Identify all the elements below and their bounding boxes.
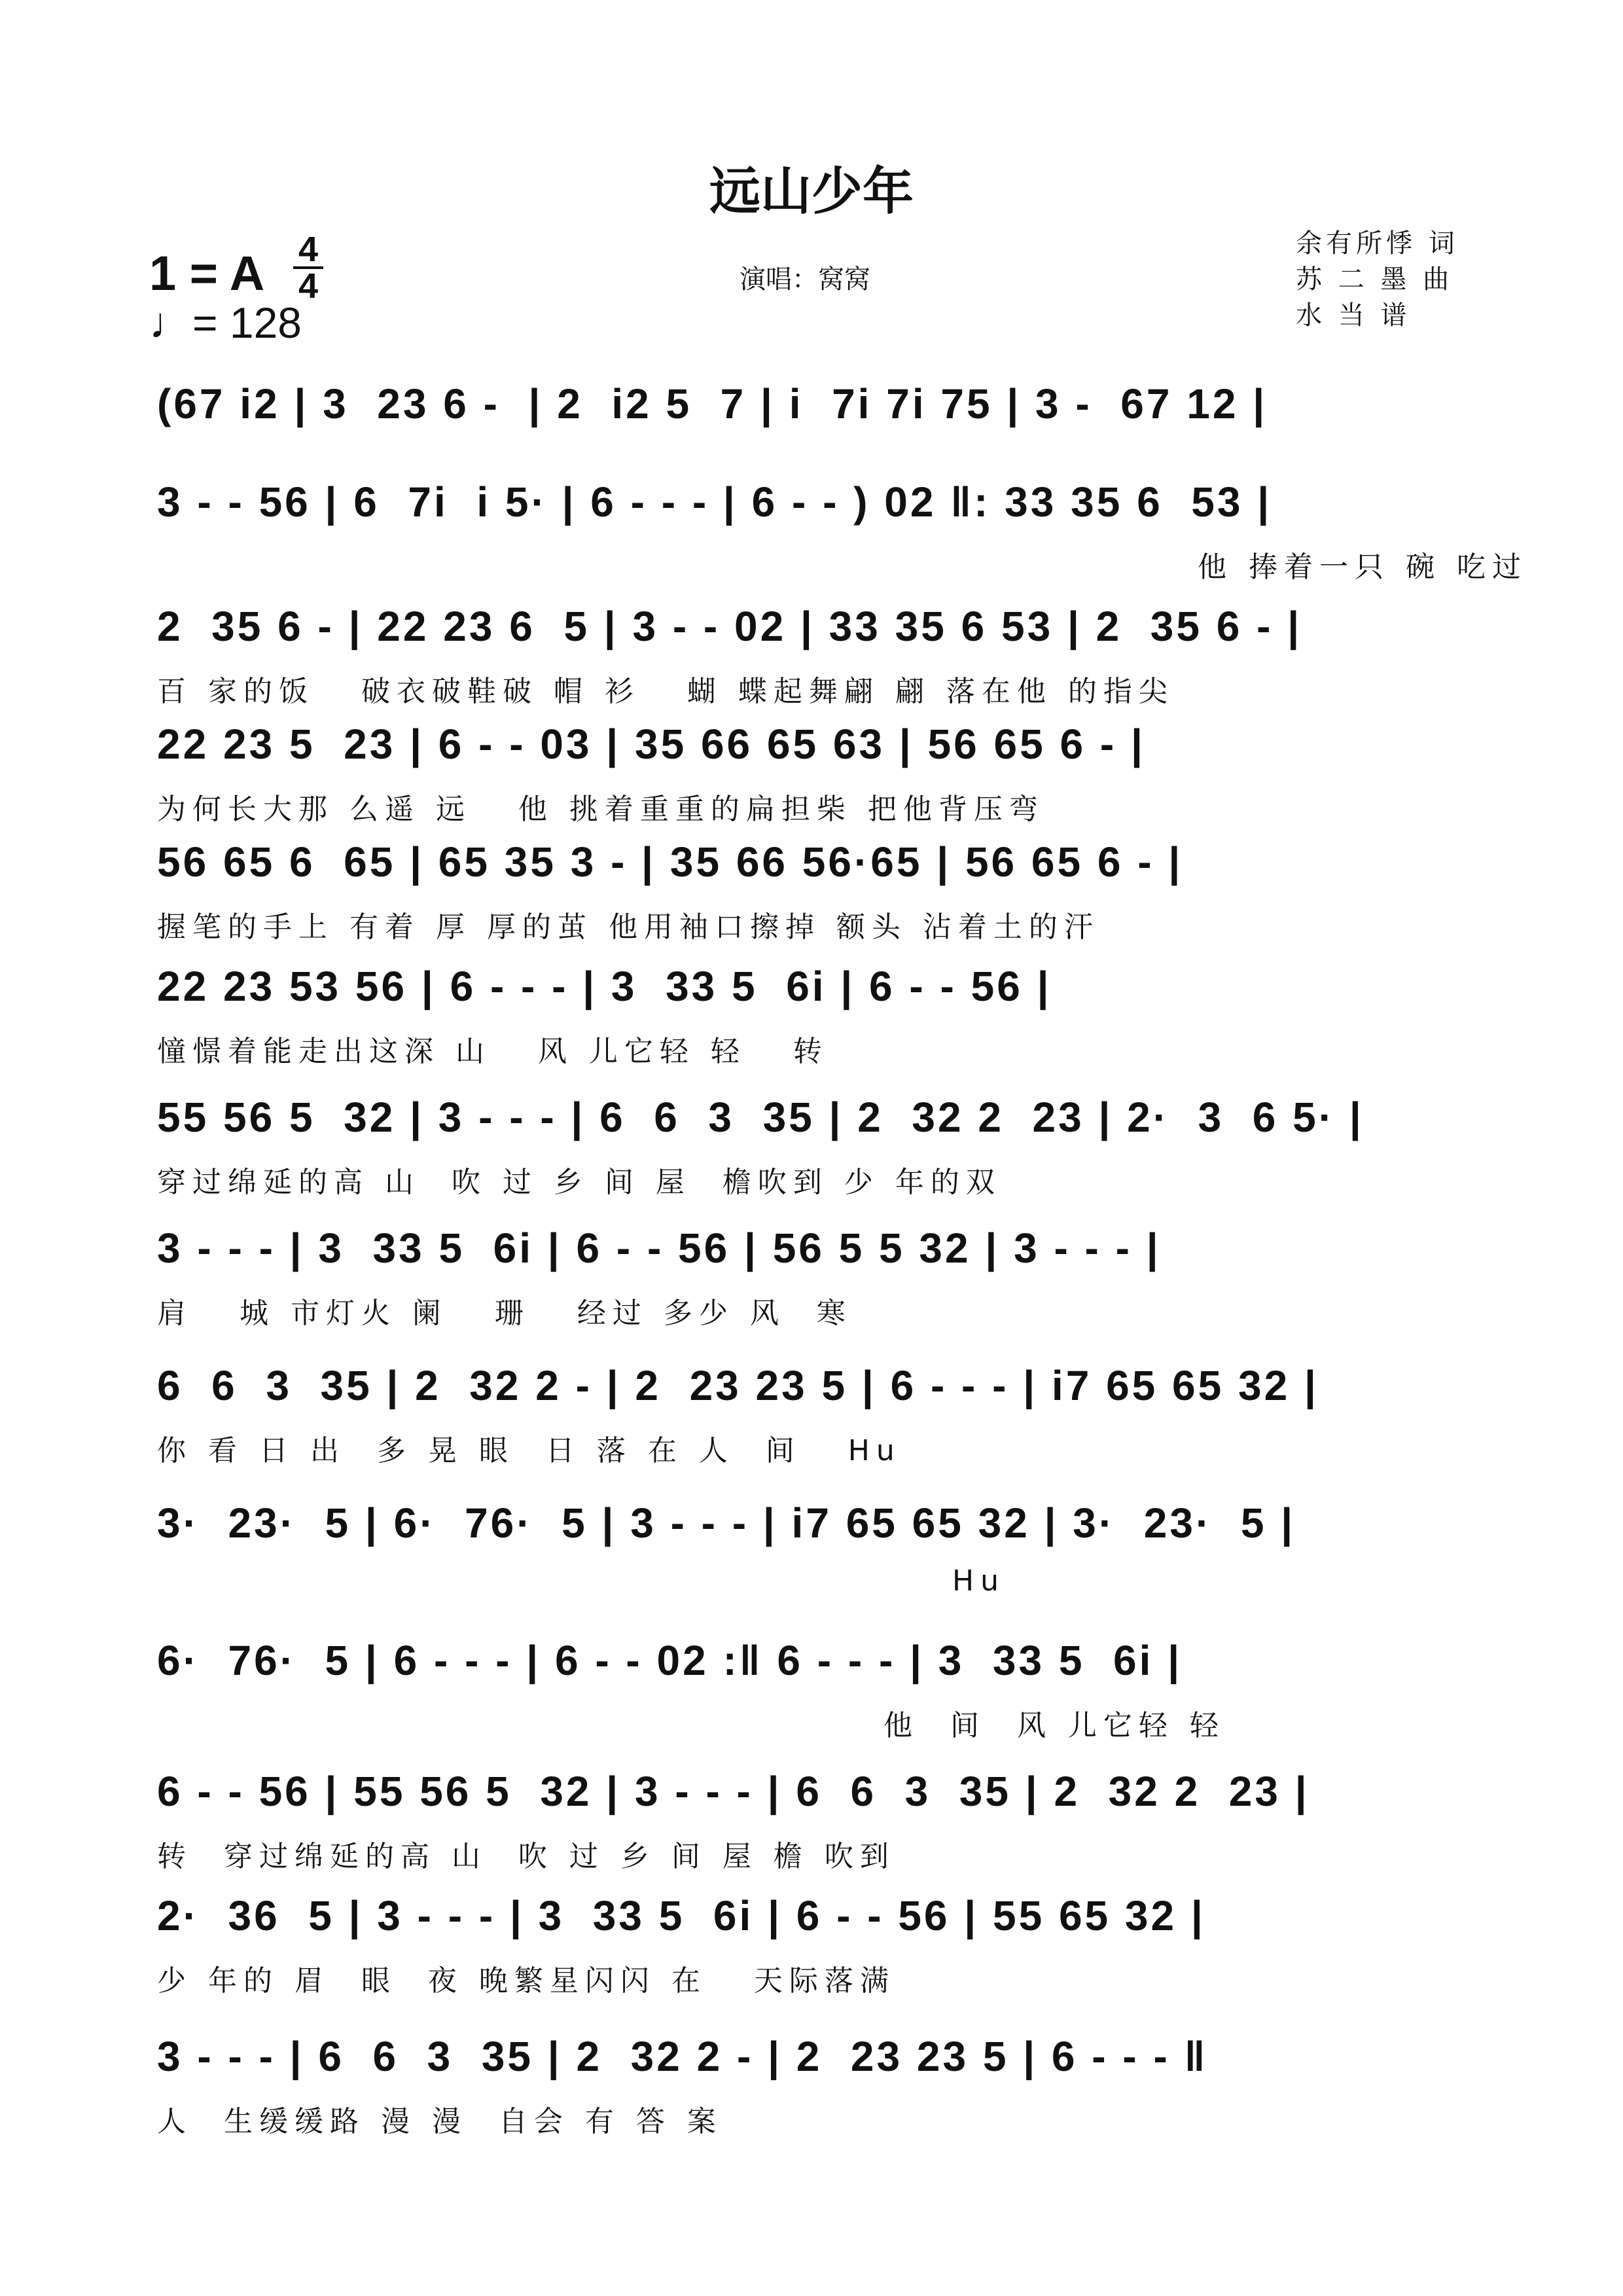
notes-line: 2 35 6 - | 22 23 6 5 | 3 - - 02 | 33 35 6 53 | 2 35 6 - | — [157, 603, 1302, 650]
time-signature-top: 4 — [298, 230, 319, 269]
notes-line: 3· 23· 5 | 6· 76· 5 | 3 - - - | i7 65 65 32 | 3· 23· 5 | — [157, 1499, 1296, 1547]
notes-line: 6· 76· 5 | 6 - - - | 6 - - 02 :‖ 6 - - - | 3 33 5 6i | — [157, 1637, 1183, 1684]
composer-credit: 苏 二 墨 曲 — [1296, 264, 1454, 295]
score-row — [151, 962, 1472, 1093]
lyricist-credit: 余有所悸 词 — [1296, 228, 1459, 259]
song-title: 远山少年 — [709, 162, 914, 221]
score-row — [151, 1361, 1472, 1492]
notes-line: 22 23 5 23 | 6 - - 03 | 35 66 65 63 | 56 65 6 - | — [157, 721, 1145, 768]
score-row — [151, 1499, 1472, 1630]
tempo-mark: ♩= 128 — [149, 298, 302, 347]
singer-credit: 演唱：窝窝 — [740, 264, 870, 295]
score-row — [151, 720, 1472, 851]
lyrics-line: 百 家的饭 破衣破鞋破 帽 衫 蝴 蝶起舞翩 翩 落在他 的指尖 — [157, 675, 1174, 708]
notes-line: (67 i2 | 3 23 6 - | 2 i2 5 7 | i 7i 7i 75 | 3 - 67 12 | — [157, 380, 1268, 427]
lyrics-line: 为何长大那 么遥 远 他 挑着重重的扁担柴 把他背压弯 — [157, 793, 1044, 826]
key-signature: 1 = A — [149, 246, 265, 300]
lyrics-line: 人 生缓缓路 漫 漫 自会 有 答 案 — [157, 2105, 722, 2138]
lyrics-line: 肩 城 市灯火 阑 珊 经过 多少 风 寒 — [157, 1297, 852, 1330]
lyrics-line: 憧憬着能走出这深 山 风 儿它轻 轻 转 — [157, 1035, 829, 1068]
lyrics-line: 他 间 风 儿它轻 轻 — [883, 1709, 1225, 1742]
notes-line: 3 - - - | 3 33 5 6i | 6 - - 56 | 56 5 5 32 | 3 - - - | — [157, 1225, 1161, 1272]
notes-line: 56 65 6 65 | 65 35 3 - | 35 66 56·65 | 56 65 6 - | — [157, 838, 1183, 886]
score-row — [151, 2032, 1472, 2163]
score-row — [151, 1093, 1472, 1224]
score-row — [151, 1224, 1472, 1355]
transcriber-credit: 水 当 谱 — [1296, 300, 1411, 331]
score-row — [151, 1892, 1472, 2022]
lyrics-line: 穿过绵延的高 山 吹 过 乡 间 屋 檐吹到 少 年的双 — [157, 1166, 1001, 1199]
notes-line: 2· 36 5 | 3 - - - | 3 33 5 6i | 6 - - 56 | 55 65 32 | — [157, 1892, 1205, 1939]
notes-line: 3 - - 56 | 6 7i i 5· | 6 - - - | 6 - - ) 02 ‖: 33 35 6 53 | — [157, 478, 1272, 526]
lyrics-line: 他 捧着一只 碗 吃过 — [1198, 550, 1527, 584]
lyrics-line: Hu — [952, 1564, 1005, 1598]
score-row — [151, 602, 1472, 733]
lyrics-line: 转 穿过绵延的高 山 吹 过 乡 间 屋 檐 吹到 — [157, 1840, 895, 1873]
time-signature — [293, 230, 323, 306]
time-signature-bottom: 4 — [298, 266, 319, 306]
score-row — [151, 478, 1527, 609]
notes-line: 55 56 5 32 | 3 - - - | 6 6 3 35 | 2 32 2 23 | 2· 3 6 5· | — [157, 1094, 1364, 1141]
score-row — [151, 1767, 1472, 1898]
notes-line: 22 23 53 56 | 6 - - - | 3 33 5 6i | 6 - - 56 | — [157, 963, 1052, 1010]
notes-line: 3 - - - | 6 6 3 35 | 2 32 2 - | 2 23 23 5 | 6 - - - ‖ — [157, 2033, 1208, 2080]
lyrics-line: 你 看 日 出 多 晃 眼 日 落 在 人 间 Hu — [157, 1434, 901, 1467]
score-row — [151, 1636, 1472, 1767]
notes-line: 6 6 3 35 | 2 32 2 - | 2 23 23 5 | 6 - - - | i7 65 65 32 | — [157, 1362, 1319, 1409]
score-row — [151, 838, 1472, 969]
lyrics-line: 少 年的 眉 眼 夜 晚繁星闪闪 在 天际落满 — [157, 1964, 895, 1998]
lyrics-line: 握笔的手上 有着 厚 厚的茧 他用袖口擦掉 额头 沾着土的汗 — [157, 910, 1099, 944]
notes-line: 6 - - 56 | 55 56 5 32 | 3 - - - | 6 6 3 35 | 2 32 2 23 | — [157, 1768, 1310, 1815]
